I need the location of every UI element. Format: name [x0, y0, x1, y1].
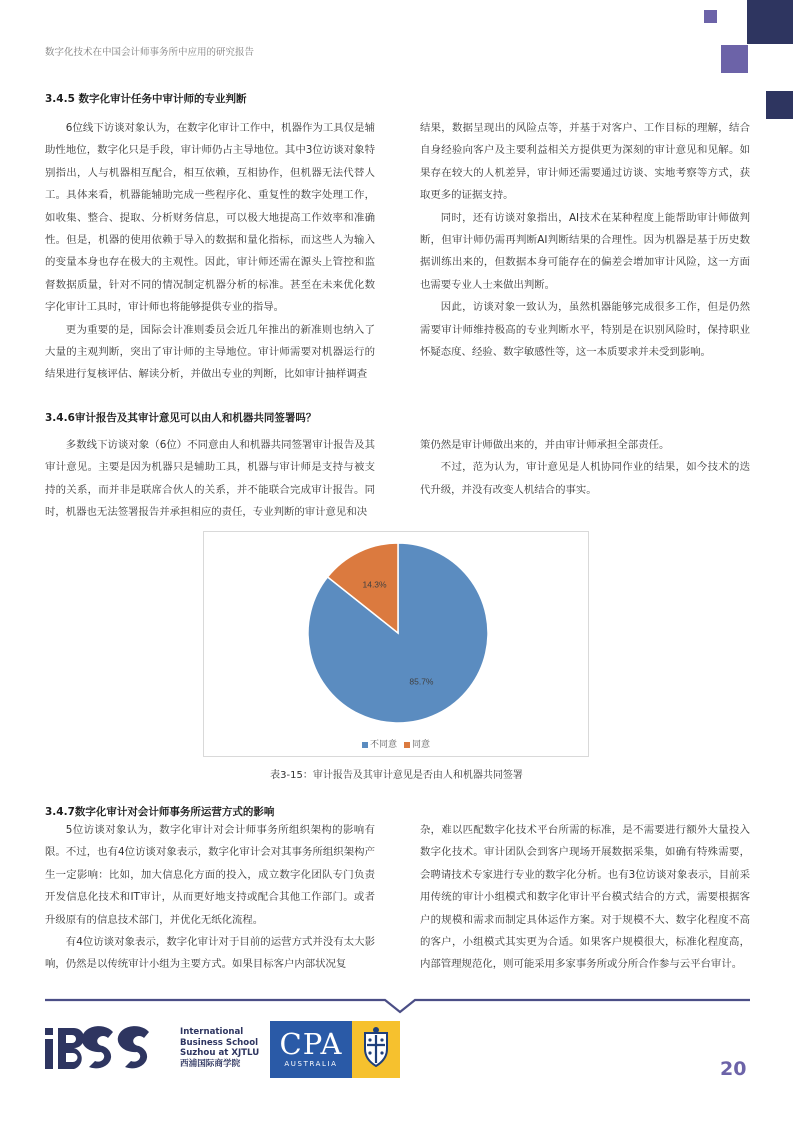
ibss-line: International: [180, 1027, 244, 1037]
ibss-line: Suzhou at XJTLU: [180, 1048, 260, 1058]
section-346-right-column: [420, 434, 750, 501]
pie-chart: [203, 531, 589, 757]
section-347-right-column: [420, 819, 750, 976]
paragraph: 有4位访谈对象表示，数字化审计对于目前的运营方式并没有太大影响，仍然是以传统审计小组为主要方式。如果目标客户内部状况复: [45, 936, 375, 971]
legend-swatch: [404, 742, 410, 748]
ibss-line: 西浦国际商学院: [180, 1058, 241, 1069]
crest-logo: [352, 1021, 400, 1078]
crest-icon: [352, 1021, 400, 1078]
paragraph: 更为重要的是，国际会计准则委员会近几年推出的新准则也纳入了大量的主观判断，突出了审计师的主导地位。审计师需要对机器运行的结果进行复核评估、解读分析，并做出专业的判断，比如审计抽样调查: [45, 323, 375, 381]
paragraph: 同时，还有访谈对象指出，AI技术在某种程度上能帮助审计师做判断，但审计师仍需再判断AI判断结果的合理性。因为机器是基于历史数据训练出来的，但数据本身可能存在的偏差会增加审计风险，这一方面也需要专业人士来做出判断。: [420, 211, 750, 291]
paragraph: 6位线下访谈对象认为，在数字化审计工作中，机器作为工具仅是辅助性地位，数字化只是手段，审计师仍占主导地位。其中3位访谈对象特别指出，人与机器相互配合，相互依赖，互相协作，但机器无法代替人工。具体来看，机器能辅助完成一些程序化、重复性的数字处理工作，如收集、整合、提取、分析财务信息，可以极大地提高工作效率和准确性。但是，机器的使用依赖于导入的数据和量化指标，而这些人为输入的变量本身也存在极大的主观性。因此，审计师还需在源头上管控和监督数据质量，针对不同的情况制定机器分析的标准。甚至在未来优化数字化审计工具时，审计师也将能够提供专业的指导。: [45, 122, 375, 314]
section-title-345: 3.4.5 数字化审计任务中审计师的专业判断: [45, 93, 247, 105]
paragraph: 多数线下访谈对象（6位）不同意由人和机器共同签署审计报告及其审计意见。主要是因为机器只是辅助工具，机器与审计师是支持与被支持的关系，而并非是联席合伙人的关系，并不能联合完成审计报告。同时，机器也无法签署报告并承担相应的责任，专业判断的审计意见和决: [45, 439, 375, 519]
page-number: 20: [720, 1058, 747, 1080]
section-title-346: 3.4.6审计报告及其审计意见可以由人和机器共同签署吗？: [45, 412, 317, 424]
ibss-name-block: [180, 1027, 259, 1069]
pie-chart-svg: [204, 532, 590, 758]
paragraph: 不过，范为认为，审计意见是人机协同作业的结果，如今技术的迭代升级，并没有改变人机结合的事实。: [420, 461, 750, 496]
pie-data-label-1: 14.3%: [362, 579, 387, 590]
ibss-logo: [45, 1025, 175, 1073]
legend-label: 不同意: [370, 740, 398, 750]
cpa-main-text: CPA: [279, 1027, 343, 1061]
section-346-left-column: [45, 434, 375, 524]
section-title-347: 3.4.7数字化审计对会计师事务所运营方式的影响: [45, 806, 275, 818]
footer-divider: [45, 990, 750, 1020]
ibss-line: Business School: [180, 1037, 259, 1048]
cpa-australia-logo: [270, 1021, 352, 1078]
chart-legend: [204, 737, 588, 750]
paragraph: 因此，访谈对象一致认为，虽然机器能够完成很多工作，但是仍然需要审计师维持极高的专业判断水平，特别是在识别风险时，保持职业怀疑态度、经验、数字敏感性等，这一本质要求并未受到影响。: [420, 301, 750, 359]
section-347-left-column: [45, 819, 375, 976]
figure-caption: 表3-15：审计报告及其审计意见是否由人和机器共同签署: [270, 770, 523, 781]
decor-square-small: [704, 10, 717, 23]
legend-item-agree: [404, 737, 430, 750]
decor-square-right: [766, 91, 793, 119]
pie-data-label-0: 85.7%: [409, 676, 434, 687]
decor-square-dark: [747, 0, 793, 44]
legend-swatch: [362, 742, 368, 748]
decor-square-purple: [721, 45, 748, 73]
legend-label: 同意: [411, 740, 430, 750]
running-header: 数字化技术在中国会计师事务所中应用的研究报告: [45, 47, 255, 58]
section-345-left-column: [45, 117, 375, 386]
section-345-right-column: [420, 117, 750, 363]
legend-item-disagree: [362, 737, 397, 750]
cpa-sub-text: AUSTRALIA: [284, 1060, 338, 1068]
paragraph: 杂，难以匹配数字化技术平台所需的标准，是不需要进行额外大量投入数字化技术。审计团队会到客户现场开展数据采集，如确有特殊需要，会聘请技术专家进行专业的数字化分析。也有3位访谈对象表示，目前采用传统的审计小组模式和数字化审计平台模式结合的方式，需要根据客户的规模和需求而制定具体运作方案。对于规模不大、数字化程度不高的客户，小组模式其实更为合适。如果客户规模很大，标准化程度高，内部管理规范化，则可能采用多家事务所或分所合作参与云平台审计。: [420, 824, 750, 971]
paragraph: 5位访谈对象认为，数字化审计对会计师事务所组织架构的影响有限。不过，也有4位访谈对象表示，数字化审计会对其事务所组织架构产生一定影响：比如，加大信息化方面的投入，成立数字化团队专门负责开发信息化技术和IT审计，从而更好地支持或配合其他工作部门。或者升级原有的信息技术部门，并优化无纸化流程。: [45, 824, 375, 926]
paragraph: 结果，数据呈现出的风险点等，并基于对客户、工作目标的理解，结合自身经验向客户及主要利益相关方提供更为深刻的审计意见和见解。如果存在较大的人机差异，审计师还需要通过访谈、实地考察等方式，获取更多的证据支持。: [420, 122, 750, 202]
paragraph: 策仍然是审计师做出来的，并由审计师承担全部责任。: [420, 439, 670, 451]
